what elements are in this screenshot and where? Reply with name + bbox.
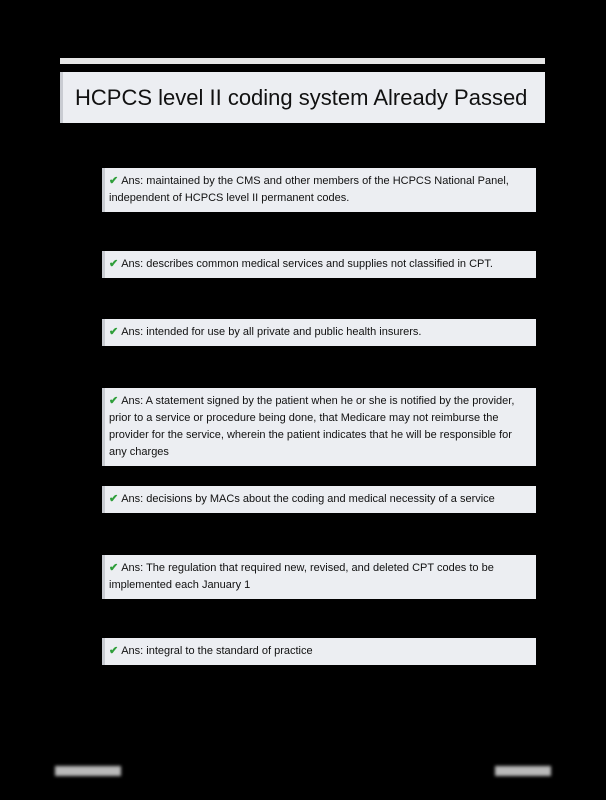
check-icon: ✔ (109, 562, 119, 574)
check-icon: ✔ (109, 258, 119, 270)
check-icon: ✔ (109, 175, 119, 187)
answer-box (102, 168, 536, 212)
check-icon: ✔ (109, 493, 119, 505)
top-rule (60, 58, 545, 64)
answer-box (102, 251, 536, 278)
page-number-watermark (495, 766, 551, 776)
page-title: HCPCS level II coding system Already Passed (75, 84, 528, 110)
answer-box (102, 638, 536, 665)
answer-box (102, 388, 536, 466)
check-icon: ✔ (109, 395, 119, 407)
answer-text: Ans: A statement signed by the patient when he or she is notified by the provider, prior to a service or procedure being done, that Medicare may not reimburse the provider for the service, wherein the patient indicates that he will be responsible for any charges (109, 395, 515, 458)
answer-box (102, 555, 536, 599)
footer-watermark (55, 766, 121, 776)
answer-text: Ans: describes common medical services and supplies not classified in CPT. (121, 258, 493, 270)
check-icon: ✔ (109, 645, 119, 657)
answer-text: Ans: intended for use by all private and public health insurers. (121, 326, 422, 338)
title-box (60, 72, 545, 123)
answer-box (102, 486, 536, 513)
answer-text: Ans: integral to the standard of practice (121, 645, 313, 657)
answer-text: Ans: decisions by MACs about the coding and medical necessity of a service (121, 493, 495, 505)
answer-text: Ans: The regulation that required new, revised, and deleted CPT codes to be implemented each January 1 (109, 562, 494, 591)
answer-text: Ans: maintained by the CMS and other members of the HCPCS National Panel, independent of HCPCS level II permanent codes. (109, 175, 509, 204)
check-icon: ✔ (109, 326, 119, 338)
answer-box (102, 319, 536, 346)
